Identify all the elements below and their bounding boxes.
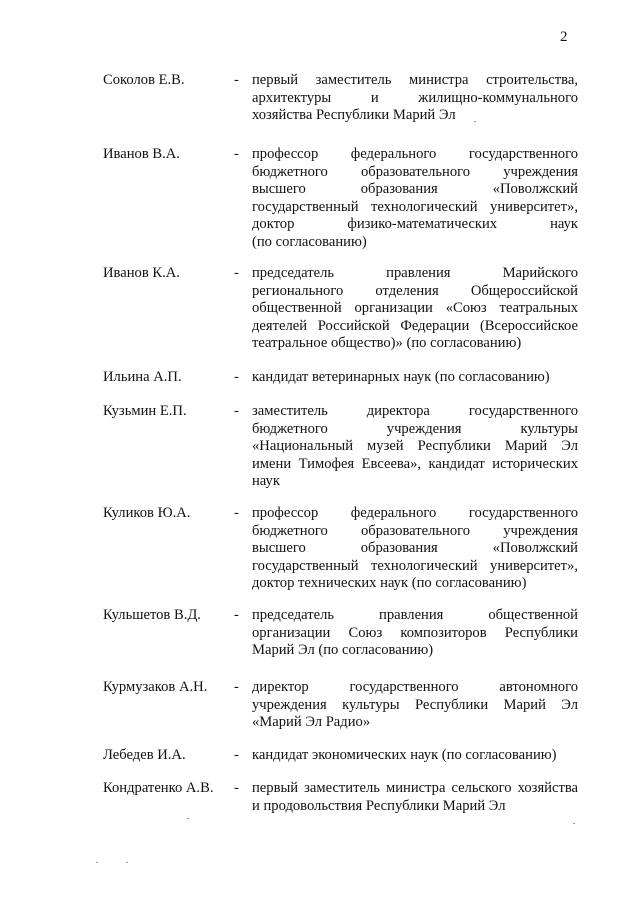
position-line: председатель правления общественной (252, 607, 578, 623)
member-position (252, 679, 578, 732)
member-name: Куликов Ю.А. (103, 505, 191, 521)
member-name: Лебедев И.А. (103, 747, 186, 763)
position-line: бюджетного учреждения культуры (252, 420, 578, 437)
position-line: доктор физико-математических наук (252, 216, 578, 232)
scan-speck (474, 121, 476, 122)
position-line: учреждения культуры Республики Марий Эл (252, 696, 578, 713)
member-position (252, 780, 578, 815)
position-line: профессор федерального государственного (252, 505, 578, 521)
position-line: директор государственного автономного (252, 679, 578, 695)
position-line: председатель правления Марийского (252, 265, 578, 281)
position-line: кандидат ветеринарных наук (по согласованию) (252, 369, 550, 385)
position-line: высшего образования «Поволжский (252, 181, 578, 197)
member-name: Ильина А.П. (103, 369, 182, 385)
member-name: Соколов Е.В. (103, 72, 185, 88)
position-line: имени Тимофея Евсеева», кандидат исторических (252, 455, 578, 472)
member-position (252, 265, 578, 353)
position-line: высшего образования «Поволжский (252, 540, 578, 556)
member-position (252, 146, 578, 251)
position-line: «Марий Эл Радио» (252, 714, 371, 730)
member-position (252, 505, 578, 593)
member-position (252, 747, 578, 765)
member-name: Иванов К.А. (103, 265, 180, 281)
scan-speck (573, 823, 575, 824)
position-line: и продовольствия Республики Марий Эл (252, 797, 506, 814)
position-line: регионального отделения Общероссийской (252, 282, 578, 299)
scan-speck (126, 862, 128, 863)
position-line: государственный технологический университет», (252, 198, 578, 215)
page-number: 2 (560, 29, 568, 45)
dash-separator: - (234, 146, 239, 162)
dash-separator: - (234, 747, 239, 763)
position-line: государственный технологический университет», (252, 557, 578, 574)
position-line: Марий Эл (по согласованию) (252, 642, 434, 658)
position-line: «Национальный музей Республики Марий Эл (252, 438, 578, 454)
member-position (252, 72, 578, 125)
dash-separator: - (234, 72, 239, 88)
dash-separator: - (234, 403, 239, 419)
position-line: заместитель директора государственного (252, 403, 578, 419)
member-name: Кульшетов В.Д. (103, 607, 201, 623)
position-line: хозяйства Республики Марий Эл (252, 107, 456, 123)
position-line: (по согласованию) (252, 233, 367, 250)
position-line: кандидат экономических наук (по согласованию) (252, 747, 557, 763)
position-line: общественной организации «Союз театральных (252, 300, 578, 316)
dash-separator: - (234, 679, 239, 695)
dash-separator: - (234, 369, 239, 385)
member-name: Кондратенко А.В. (103, 780, 214, 796)
member-position (252, 403, 578, 491)
member-name: Кузьмин Е.П. (103, 403, 187, 419)
member-position (252, 607, 578, 660)
position-line: бюджетного образовательного учреждения (252, 163, 578, 180)
position-line: театральное общество)» (по согласованию) (252, 335, 522, 351)
member-name: Иванов В.А. (103, 146, 180, 162)
dash-separator: - (234, 607, 239, 623)
position-line: профессор федерального государственного (252, 146, 578, 162)
position-line: бюджетного образовательного учреждения (252, 522, 578, 539)
position-line: деятелей Российской Федерации (Всероссийское (252, 317, 578, 334)
position-line: архитектуры и жилищно-коммунального (252, 89, 578, 106)
position-line: организации Союз композиторов Республики (252, 624, 578, 641)
dash-separator: - (234, 505, 239, 521)
scan-speck (187, 818, 189, 819)
position-line: первый заместитель министра строительства, (252, 72, 578, 88)
member-position (252, 369, 578, 387)
dash-separator: - (234, 265, 239, 281)
scan-speck (96, 862, 98, 863)
position-line: наук (252, 473, 280, 489)
position-line: первый заместитель министра сельского хозяйства (252, 780, 578, 796)
dash-separator: - (234, 780, 239, 796)
position-line: доктор технических наук (по согласованию) (252, 575, 527, 591)
member-name: Курмузаков А.Н. (103, 679, 208, 695)
